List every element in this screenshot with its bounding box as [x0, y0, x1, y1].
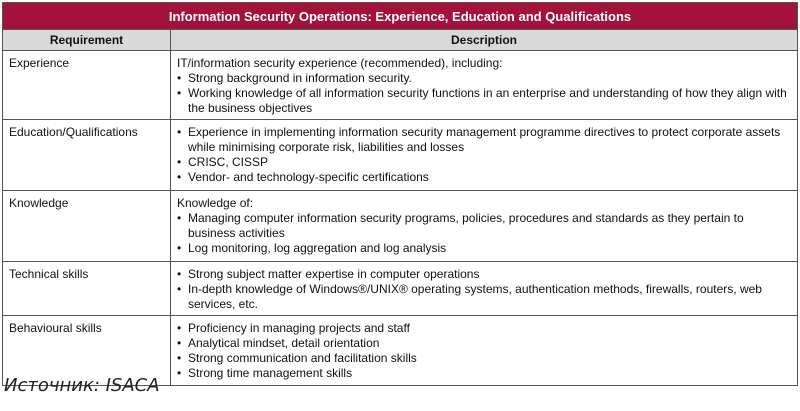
- description-intro: Knowledge of:: [177, 196, 254, 210]
- table-row: [3, 51, 798, 120]
- list-item: • Strong subject matter expertise in computer operations: [177, 267, 791, 282]
- list-item: • Strong background in information security.: [177, 71, 791, 86]
- list-item: • In-depth knowledge of Windows®/UNIX® operating systems, authentication methods, firewalls, routers, web services, etc.: [177, 282, 791, 312]
- list-item: • Strong time management skills: [177, 366, 791, 381]
- table-row: [3, 262, 798, 316]
- list-item: • Proficiency in managing projects and staff: [177, 321, 791, 336]
- list-item: • Vendor- and technology-specific certifications: [177, 170, 791, 185]
- table-title-row: [3, 3, 798, 30]
- requirements-table: [2, 2, 798, 386]
- description-cell: [171, 316, 798, 386]
- description-cell: [171, 120, 798, 191]
- requirement-cell: Behavioural skills: [3, 316, 171, 386]
- description-intro: IT/information security experience (recommended), including:: [177, 56, 503, 70]
- list-item: • Strong communication and facilitation skills: [177, 351, 791, 366]
- list-item: • CRISC, CISSP: [177, 155, 791, 170]
- source-caption: Источник: ISACA: [4, 375, 160, 396]
- list-item: • Managing computer information security programs, policies, procedures and standards as they pertain to business activities: [177, 211, 791, 241]
- list-item: • Analytical mindset, detail orientation: [177, 336, 791, 351]
- description-cell: [171, 262, 798, 316]
- requirement-cell: Technical skills: [3, 262, 171, 316]
- requirement-cell: Education/Qualifications: [3, 120, 171, 191]
- requirements-table-container: [2, 2, 797, 386]
- requirement-cell: Experience: [3, 51, 171, 120]
- list-item: • Working knowledge of all information security functions in an enterprise and understanding of how they align with the business objectives: [177, 86, 791, 116]
- header-requirement: Requirement: [3, 30, 171, 51]
- requirement-cell: Knowledge: [3, 191, 171, 262]
- list-item: • Experience in implementing information security management programme directives to protect corporate assets while minimising corporate risk, liabilities and losses: [177, 125, 791, 155]
- description-cell: [171, 191, 798, 262]
- table-row: [3, 191, 798, 262]
- table-row: [3, 120, 798, 191]
- header-description: Description: [171, 30, 798, 51]
- list-item: • Log monitoring, log aggregation and log analysis: [177, 241, 791, 256]
- description-cell: [171, 51, 798, 120]
- table-title: Information Security Operations: Experience, Education and Qualifications: [3, 3, 798, 30]
- table-header-row: [3, 30, 798, 51]
